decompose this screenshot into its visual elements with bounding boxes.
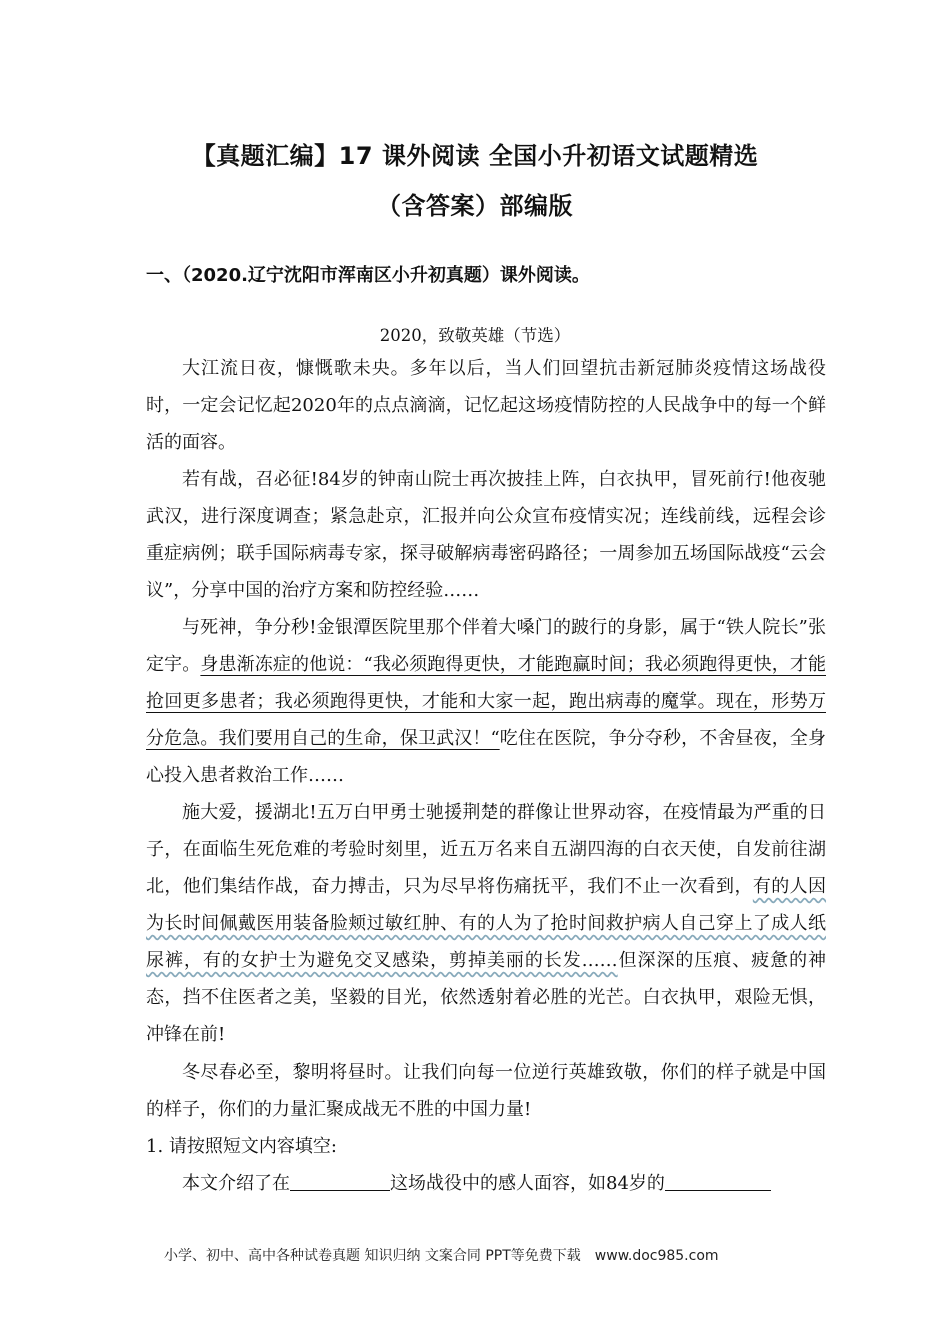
answer-blank-2[interactable]	[665, 1172, 771, 1191]
article-paragraph-5: 冬尽春必至，黎明将昼时。让我们向每一位逆行英雄致敬，你们的样子就是中国的样子，你们的力量汇聚成战无不胜的中国力量!	[146, 1062, 826, 1120]
answer-blank-1[interactable]	[290, 1172, 390, 1191]
article-paragraph-1: 大江流日夜，慷慨歌未央。多年以后，当人们回望抗击新冠肺炎疫情这场战役时，一定会记忆起2020年的点点滴滴，记忆起这场疫情防控的人民战争中的每一个鲜活的面容。	[146, 358, 826, 453]
page-footer	[164, 1245, 719, 1265]
wavy-underlined-sentence: 有的人因为长时间佩戴医用装备脸颊过敏红肿、有的人为了抢时间救护病人自己穿上了成人纸尿裤，有的女护士为避免交叉感染，剪掉美丽的长发……	[146, 876, 827, 971]
section-heading: 一、（2020.辽宁沈阳市浑南区小升初真题）课外阅读。	[146, 265, 590, 286]
document-title-line1: 【真题汇编】17 课外阅读 全国小升初语文试题精选	[191, 142, 759, 170]
article-paragraph-3	[146, 609, 826, 794]
question-1: 1. 请按照短文内容填空:	[146, 1136, 337, 1157]
fill-in-line	[146, 1165, 826, 1202]
paragraph-3-ending: 吃住在医院，争分夺秒，不舍昼夜，全身心投入患者救治工作……	[146, 728, 827, 786]
footer-text: 小学、初中、高中各种试卷真题 知识归纳 文案合同 PPT等免费下载	[164, 1248, 581, 1264]
document-title-line2: （含答案）部编版	[377, 192, 573, 220]
paragraph-4-intro: 施大爱，援湖北!五万白甲勇士驰援荆楚的群像让世界动容，在疫情最为严重的日子，在面临生死危难的考验时刻里，近五万名来自五湖四海的白衣天使，自发前往湖北，他们集结作战，奋力搏击，只为尽早将伤痛抚平，我们不止一次看到，	[146, 802, 826, 897]
paragraph-4-ending: 但深深的压痕、疲惫的神态，挡不住医者之美，坚毅的目光，依然透射着必胜的光芒。白衣执甲，艰险无惧，冲锋在前!	[146, 950, 827, 1045]
underlined-quote: 身患渐冻症的他说：“我必须跑得更快，才能跑赢时间；我必须跑得更快，才能抢回更多患者；我必须跑得更快，才能和大家一起，跑出病毒的魔掌。现在，形势万分危急。我们要用自己的生命，保卫武汉！“	[146, 654, 826, 749]
article-paragraph-2: 若有战，召必征!84岁的钟南山院士再次披挂上阵，白衣执甲，冒死前行!他夜驰武汉，进行深度调查；紧急赴京，汇报并向公众宣布疫情实况；连线前线，远程会诊重症病例；联手国际病毒专家，探寻破解病毒密码路径；一周参加五场国际战疫“云会议”，分享中国的治疗方案和防控经验……	[146, 469, 826, 601]
fill-text-a: 本文介绍了在	[182, 1173, 290, 1194]
fill-text-b: 这场战役中的感人面容，如84岁的	[390, 1173, 665, 1194]
footer-url[interactable]: www.doc985.com	[594, 1248, 719, 1264]
article-paragraph-4	[146, 794, 826, 1053]
paragraph-3-intro: 与死神，争分秒!金银潭医院里那个伴着大嗓门的跛行的身影，属于“铁人院长”张定宇。	[146, 617, 826, 675]
article-title: 2020，致敬英雄（节选）	[379, 326, 571, 345]
